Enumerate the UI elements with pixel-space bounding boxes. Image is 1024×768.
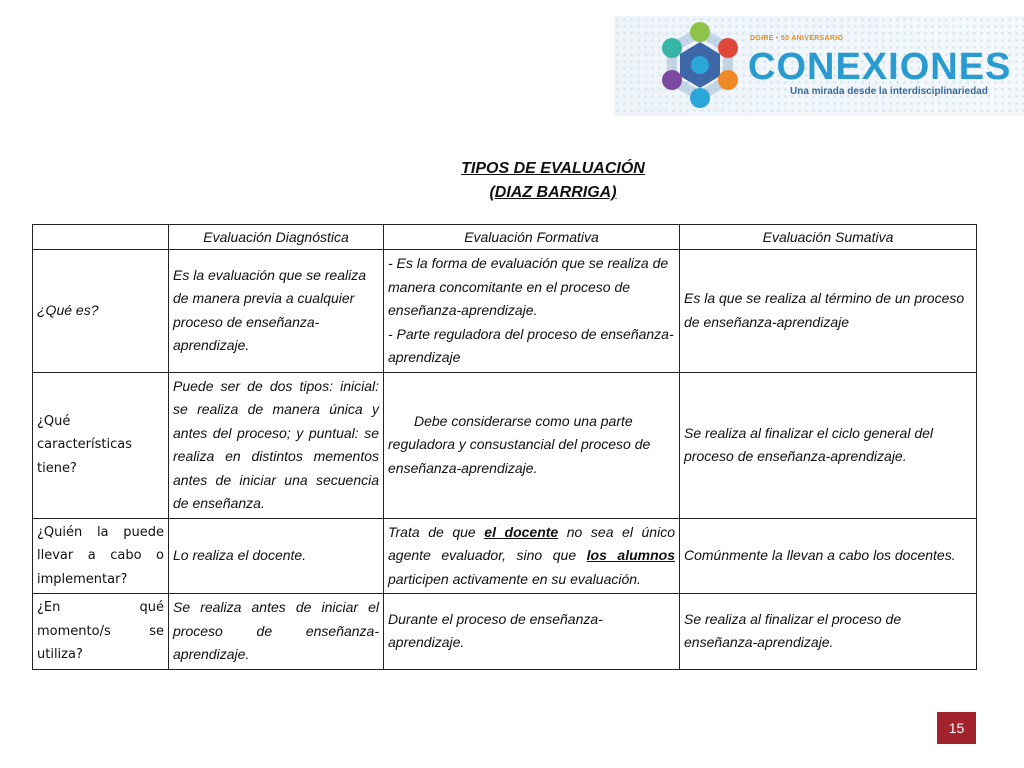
table-row xyxy=(33,250,977,373)
form-text-a: Trata de que xyxy=(388,523,485,540)
diag-cell: Es la evaluación que se realiza de manera previa a cualquier proceso de enseñanza-aprendizaje. xyxy=(169,250,384,373)
header-empty-cell xyxy=(33,225,169,250)
conexiones-banner xyxy=(614,16,1024,116)
form-cell xyxy=(384,518,680,594)
title-line-1: TIPOS DE EVALUACIÓN xyxy=(461,160,645,177)
header-diagnostica: Evaluación Diagnóstica xyxy=(169,225,384,250)
form-text-e: participen activamente en su evaluación. xyxy=(388,570,641,587)
sum-cell: Se realiza al finalizar el proceso de enseñanza-aprendizaje. xyxy=(680,594,977,670)
banner-subtitle: DGIRE • 50 ANIVERSARIO xyxy=(750,35,844,42)
header-formativa: Evaluación Formativa xyxy=(384,225,680,250)
form-line-2: - Parte reguladora del proceso de enseñanza-aprendizaje xyxy=(388,325,674,365)
banner-title: CONEXIONES xyxy=(748,46,1012,88)
title-line-2: (DIAZ BARRIGA) xyxy=(489,184,617,201)
table-row xyxy=(33,594,977,670)
diag-cell: Se realiza antes de iniciar el proceso de enseñanza-aprendizaje. xyxy=(169,594,384,670)
evaluation-types-table xyxy=(32,224,977,670)
hexagon-network-logo-icon xyxy=(658,18,742,114)
row-label: ¿En qué momento/s se utiliza? xyxy=(33,594,169,670)
header-sumativa: Evaluación Sumativa xyxy=(680,225,977,250)
table-row xyxy=(33,372,977,518)
row-label: ¿Quién la puede llevar a cabo o implementar? xyxy=(33,518,169,594)
el-docente-emphasis: el docente xyxy=(484,523,559,540)
form-line-1: - Es la forma de evaluación que se realiza de manera concomitante en el proceso de enseñanza-aprendizaje. xyxy=(388,255,669,318)
form-text: Debe considerarse como una parte reguladora y consustancial del proceso de enseñanza-aprendizaje. xyxy=(388,412,651,476)
diag-cell: Puede ser de dos tipos: inicial: se realiza de manera única y antes del proceso; y puntual: se realiza en distintos mementos antes de iniciar una secuencia de enseñanza. xyxy=(169,372,384,518)
table-header-row xyxy=(33,225,977,250)
page-number-badge: 15 xyxy=(937,712,976,744)
page-title xyxy=(0,157,1024,205)
table-row xyxy=(33,518,977,594)
diag-cell: Lo realiza el docente. xyxy=(169,518,384,594)
sum-cell: Es la que se realiza al término de un proceso de enseñanza-aprendizaje xyxy=(680,250,977,373)
form-cell: Durante el proceso de enseñanza-aprendizaje. xyxy=(384,594,680,670)
los-alumnos-emphasis: los alumnos xyxy=(586,547,675,563)
row-label: ¿Qué es? xyxy=(33,250,169,373)
sum-cell: Comúnmente la llevan a cabo los docentes. xyxy=(680,518,977,594)
row-label: ¿Qué características tiene? xyxy=(33,372,169,518)
form-text-c: no sea el único agente evaluador, sino que xyxy=(388,523,675,563)
banner-tagline: Una mirada desde la interdisciplinariedad xyxy=(790,86,988,97)
form-cell xyxy=(384,250,680,373)
form-cell xyxy=(384,372,680,518)
sum-cell: Se realiza al finalizar el ciclo general del proceso de enseñanza-aprendizaje. xyxy=(680,372,977,518)
